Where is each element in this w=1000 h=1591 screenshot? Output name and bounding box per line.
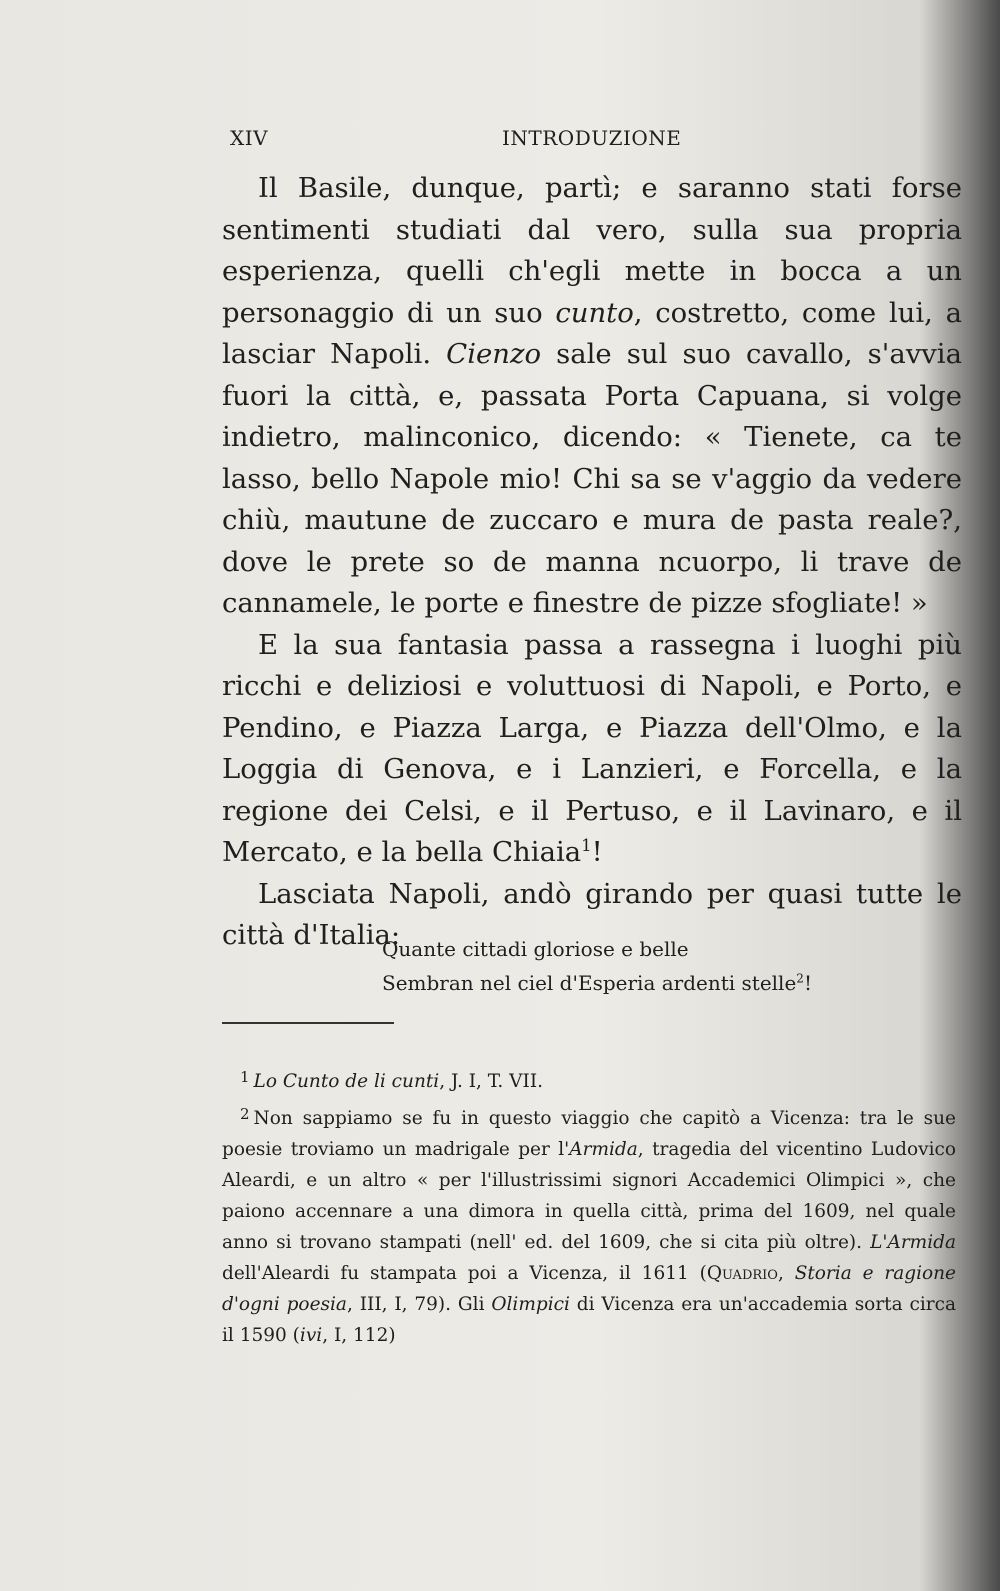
italic-run: L'Armida	[870, 1232, 956, 1253]
italic-run: ivi	[299, 1325, 323, 1346]
text-run: !	[591, 836, 603, 868]
italic-run: Cienzo	[446, 338, 542, 370]
text-run: , I, 112)	[322, 1325, 396, 1346]
text-run: Il Basile, dunque, partì; e saranno stati forse sentimenti studiati dal vero, sulla sua propria esperienza, quelli ch'egli mette in bocca a un personaggio di un suo	[222, 172, 962, 329]
text-run: sale sul suo cavallo, s'avvia fuori la città, e, passata Porta Capuana, si volge indietro, malinconico, dicendo: « Tienete, ca te lasso, bello Napole mio! Chi sa se v'aggio da vedere chiù, mautune de zuccaro e mura de pasta reale?, dove le prete so de manna ncuorpo, li trave de cannamele, le porte e finestre de pizze sfogliate! »	[222, 338, 962, 619]
text-run: !	[803, 971, 812, 995]
italic-run: Lo Cunto de li cunti	[253, 1071, 440, 1092]
paragraph-1	[222, 168, 962, 625]
text-run: Non sappiamo se fu in questo viaggio che capitò a Vicenza: tra le sue poesie troviamo un madrigale per l'	[222, 1108, 956, 1160]
italic-run: Olimpici	[491, 1294, 570, 1315]
paragraph-2	[222, 625, 962, 874]
paragraph-3: Lasciata Napoli, andò girando per quasi tutte le città d'Italia:	[222, 877, 962, 951]
verse-quote	[382, 932, 902, 1000]
text-run: , III, I, 79). Gli	[346, 1294, 492, 1315]
footnotes	[222, 1062, 956, 1353]
footnote-number: 2	[240, 1105, 250, 1123]
italic-run: Armida	[569, 1139, 638, 1160]
text-run: ,	[777, 1263, 795, 1284]
page-number: XIV	[230, 126, 269, 150]
text-run: , tragedia del vicentino Ludovico Aleardi, e un altro « per l'illustrissimi signori Accademici Olimpici », che paiono accennare a una dimora in quella città, prima del 1609, nel quale anno si trovano stampati (nell' ed. del 1609, che si cita più oltre).	[222, 1139, 956, 1253]
text-run: E la sua fantasia passa a rassegna i luoghi più ricchi e deliziosi e voluttuosi di Napoli, e Porto, e Pendino, e Piazza Larga, e Piazza dell'Olmo, e la Loggia di Genova, e i Lanzieri, e Forcella, e la regione dei Celsi, e il Pertuso, e il Lavinaro, e il Mercato, e la bella Chiaia	[222, 628, 962, 868]
footnote-ref: 1	[581, 835, 592, 855]
footnote-separator	[222, 1022, 394, 1024]
verse-line-2	[382, 966, 902, 1000]
text-run: , J. I, T. VII.	[439, 1071, 544, 1092]
footnote-1	[222, 1062, 956, 1097]
text-run: Sembran nel ciel d'Esperia ardenti stelle	[382, 971, 797, 995]
small-caps-run: Quadrio	[706, 1263, 778, 1284]
text-run: , costretto, come lui, a lasciar Napoli.	[222, 296, 962, 370]
text-run: di Vicenza era un'accademia sorta circa il 1590 (	[222, 1294, 956, 1346]
main-text	[222, 168, 962, 957]
running-title: INTRODUZIONE	[502, 126, 682, 150]
footnote-2	[222, 1099, 956, 1351]
text-run: dell'Aleardi fu stampata poi a Vicenza, il 1611 (	[222, 1263, 707, 1284]
italic-run: Storia e ragione d'ogni poesia	[222, 1263, 956, 1315]
footnote-number: 1	[240, 1068, 250, 1086]
italic-run: cunto	[555, 296, 634, 329]
verse-line-1: Quante cittadi gloriose e belle	[382, 937, 689, 961]
footnote-ref: 2	[796, 971, 804, 986]
